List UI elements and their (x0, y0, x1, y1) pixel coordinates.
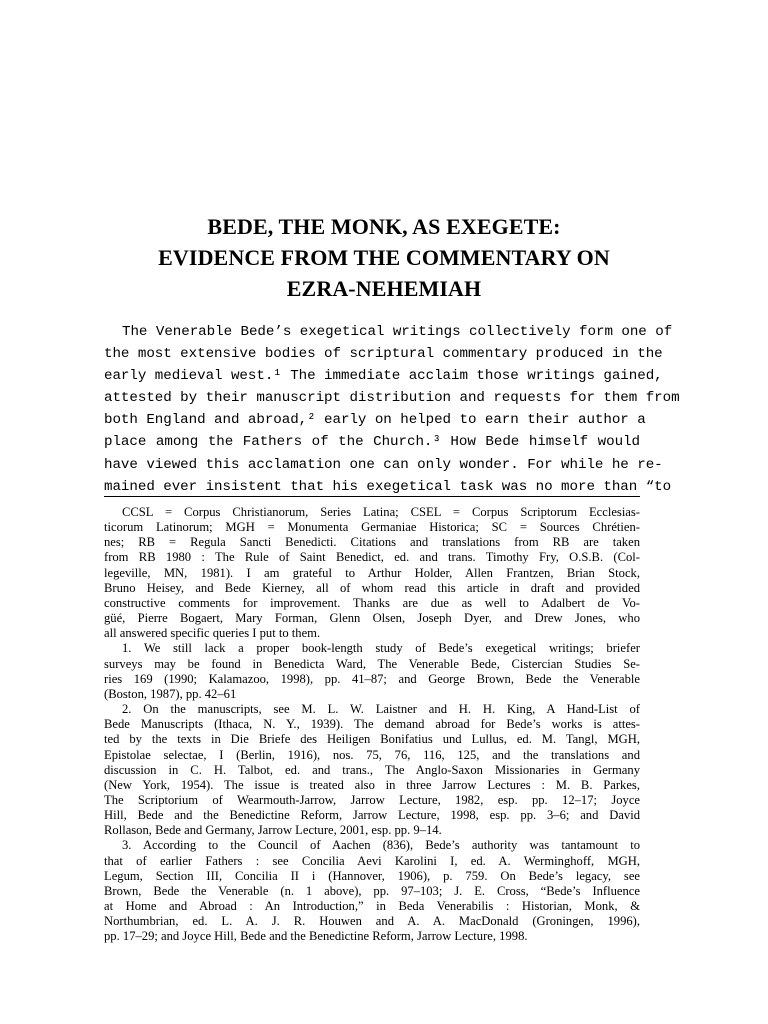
footnote-line: from RB 1980 : The Rule of Saint Benedict, ed. and trans. Timothy Fry, O.S.B. (Col- (104, 550, 640, 565)
footnote-line: 3. According to the Council of Aachen (836), Bede’s authority was tantamount to (122, 838, 640, 853)
footnote-line: surveys may be found in Benedicta Ward, The Venerable Bede, Cistercian Studies Se- (104, 656, 640, 671)
footnote-line: güé, Pierre Bogaert, Mary Forman, Glenn Olsen, Joseph Dyer, and Drew Jones, who (104, 611, 640, 626)
footnote-divider (104, 496, 640, 497)
title-line-1: BEDE, THE MONK, AS EXEGETE: (207, 214, 561, 239)
title-line-3: EZRA-NEHEMIAH (286, 276, 482, 301)
body-line: The Venerable Bede’s exegetical writings collectively form one of (122, 324, 673, 340)
footnote-line: Hill, Bede and the Benedictine Reform, Jarrow Lecture, 1998, esp. pp. 3–6; and David (104, 808, 640, 823)
footnote-line: ted by the texts in Die Briefe des Heiligen Bonifatius und Lullus, ed. M. Tangl, MGH, (104, 732, 640, 747)
body-paragraph (104, 321, 680, 498)
body-line: place among the Fathers of the Church.³ How Bede himself would (104, 434, 640, 451)
footnote-line: Brown, Bede the Venerable (n. 1 above), pp. 97–103; J. E. Cross, “Bede’s Influence (104, 883, 640, 898)
footnote-line: (Boston, 1987), pp. 42–61 (104, 686, 237, 701)
footnote-line: Northumbrian, ed. L. A. J. R. Houwen and A. A. MacDonald (Groningen, 1996), (104, 914, 640, 929)
footnote-line: ries 169 (1990; Kalamazoo, 1998), pp. 41–87; and George Brown, Bede the Venerable (104, 671, 640, 686)
footnote-line: Rollason, Bede and Germany, Jarrow Lecture, 2001, esp. pp. 9–14. (104, 823, 442, 838)
footnote-line: pp. 17–29; and Joyce Hill, Bede and the Benedictine Reform, Jarrow Lecture, 1998. (104, 929, 528, 944)
footnote-line: constructive comments for improvement. Thanks are due as well to Adalbert de Vo- (104, 595, 640, 610)
body-line: attested by their manuscript distribution and requests for them from (104, 390, 680, 407)
footnote-line: all answered specific queries I put to them. (104, 626, 321, 641)
body-line: early medieval west.¹ The immediate acclaim those writings gained, (104, 368, 663, 385)
footnote-line: 1. We still lack a proper book-length study of Bede’s exegetical writings; briefer (122, 641, 640, 656)
footnote-line: Legum, Section III, Concilia II i (Hannover, 1906), p. 759. On Bede’s legacy, see (104, 868, 640, 883)
footnote-line: CCSL = Corpus Christianorum, Series Latina; CSEL = Corpus Scriptorum Ecclesias- (122, 505, 640, 519)
body-line: have viewed this acclamation one can only wonder. For while he re- (104, 456, 663, 473)
footnote-line: discussion in C. H. Talbot, ed. and trans., The Anglo-Saxon Missionaries in Germany (104, 762, 640, 777)
footnote-line: that of earlier Fathers : see Concilia Aevi Karolini I, ed. A. Werminghoff, MGH, (104, 853, 640, 868)
footnote-line: at Home and Abroad : An Introduction,” in Beda Venerabilis : Historian, Monk, & (104, 899, 640, 914)
footnote-line: ticorum Latinorum; MGH = Monumenta Germaniae Historica; SC = Sources Chrétien- (104, 520, 640, 535)
body-line: the most extensive bodies of scriptural commentary produced in the (104, 346, 663, 363)
footnote-line: Bruno Heisey, and Bede Kierney, all of whom read this article in draft and provided (104, 580, 640, 595)
footnote-line: 2. On the manuscripts, see M. L. W. Laistner and H. H. King, A Hand-List of (122, 702, 640, 717)
footnote-line: The Scriptorium of Wearmouth-Jarrow, Jarrow Lecture, 1982, esp. pp. 12–17; Joyce (104, 792, 640, 807)
body-line: both England and abroad,² early on helped to earn their author a (104, 412, 646, 429)
title-line-2: EVIDENCE FROM THE COMMENTARY ON (158, 245, 610, 270)
article-title (0, 211, 768, 304)
footnote-line: legeville, MN, 1981). I am grateful to Arthur Holder, Allen Frantzen, Brian Stock, (104, 565, 640, 580)
body-line: mained ever insistent that his exegetical task was no more than “to (104, 478, 672, 495)
footnote-line: Epistolae selectae, I (Berlin, 1916), nos. 75, 76, 116, 125, and the translations and (104, 747, 640, 762)
footnote-line: (New York, 1954). The issue is treated also in three Jarrow Lectures : M. B. Parkes, (104, 777, 640, 792)
footnote-line: nes; RB = Regula Sancti Benedicti. Citations and translations from RB are taken (104, 535, 640, 550)
footnote-line: Bede Manuscripts (Ithaca, N. Y., 1939). The demand abroad for Bede’s works is attes- (104, 717, 640, 732)
footnotes (104, 505, 640, 945)
